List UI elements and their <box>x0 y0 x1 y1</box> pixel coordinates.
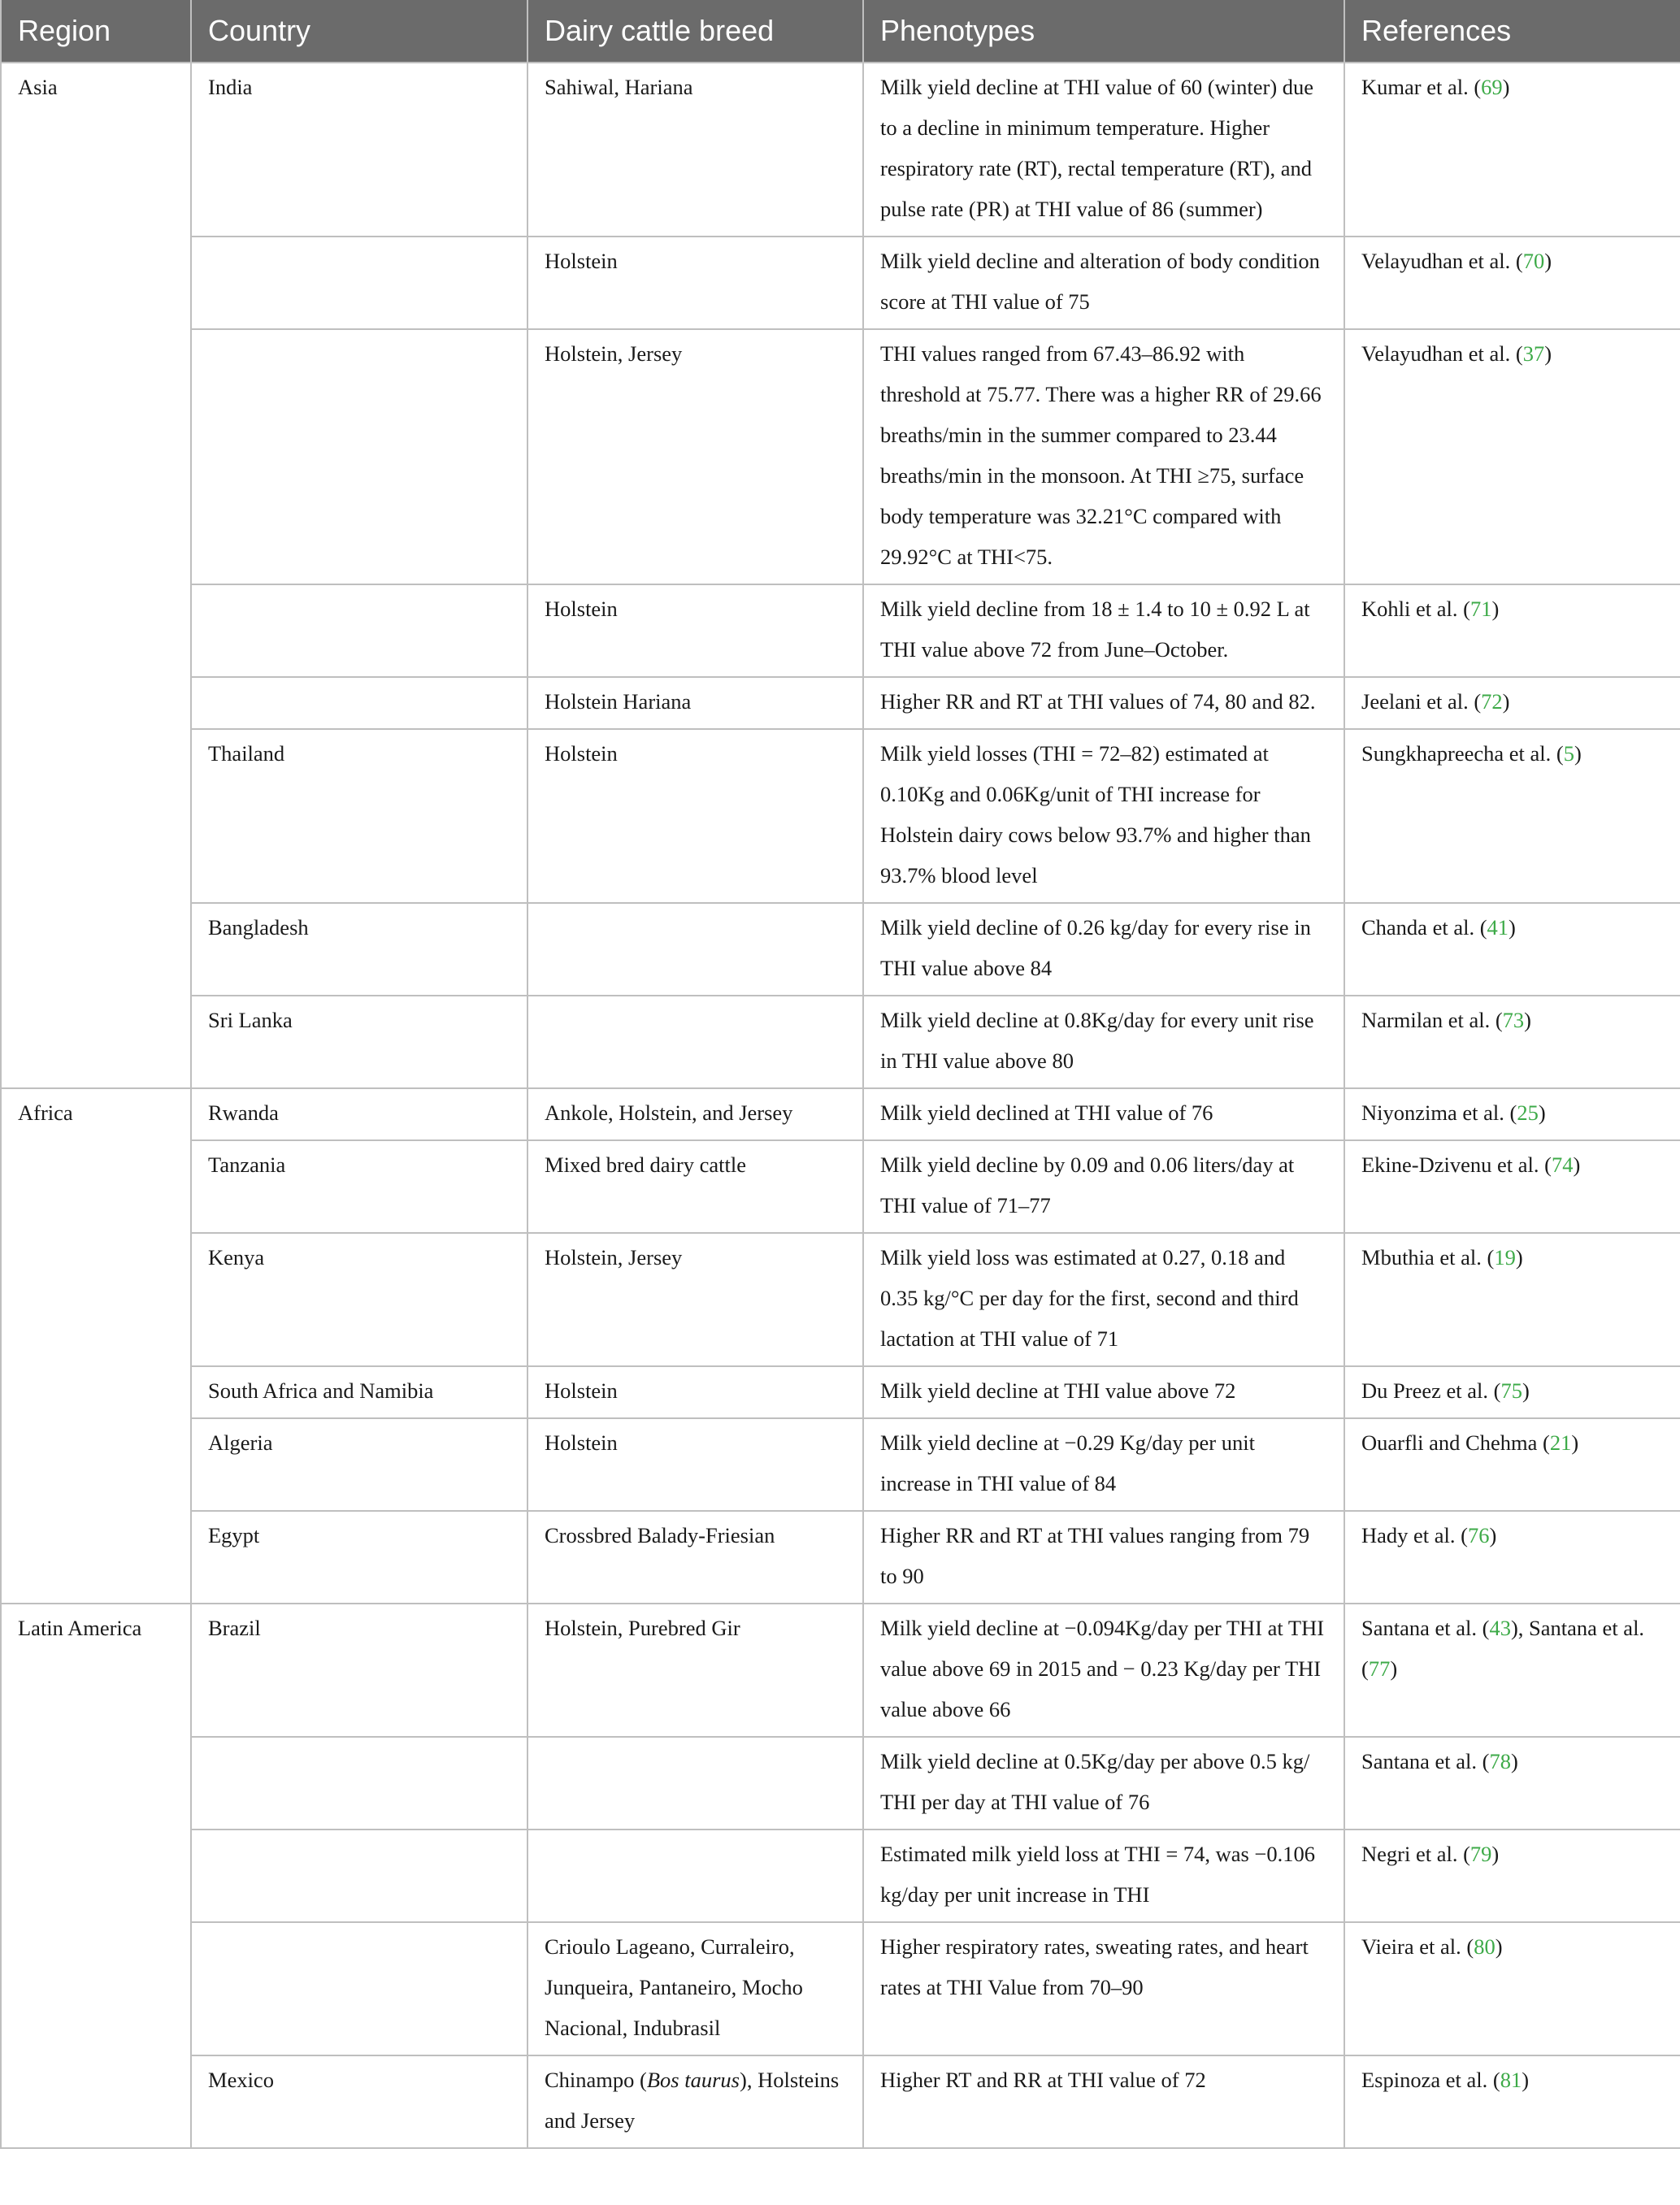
reference-authors: Velayudhan et al. ( <box>1361 341 1523 366</box>
country-cell: South Africa and Namibia <box>191 1366 527 1418</box>
reference-link[interactable]: 19 <box>1494 1245 1516 1270</box>
region-cell-africa: Africa <box>1 1088 191 1604</box>
reference-close: ) <box>1390 1656 1398 1681</box>
country-cell <box>191 237 527 329</box>
table-row <box>1 729 1680 903</box>
table-row <box>1 2055 1680 2148</box>
breed-cell: Sahiwal, Hariana <box>527 63 863 237</box>
reference-authors: Hady et al. ( <box>1361 1523 1468 1547</box>
phenotype-cell: Higher respiratory rates, sweating rates, and heart rates at THI Value from 70–90 <box>863 1922 1344 2055</box>
country-cell: Egypt <box>191 1511 527 1604</box>
reference-close: ) <box>1515 1245 1523 1270</box>
breed-cell: Holstein <box>527 1366 863 1418</box>
table-row <box>1 1233 1680 1366</box>
phenotype-cell: Milk yield decline at −0.29 Kg/day per unit increase in THI value of 84 <box>863 1418 1344 1511</box>
reference-close: ) <box>1573 1152 1581 1177</box>
reference-link[interactable]: 73 <box>1502 1008 1525 1032</box>
header-breed: Dairy cattle breed <box>527 0 863 63</box>
breed-cell: Holstein <box>527 237 863 329</box>
breed-cell <box>527 2055 863 2148</box>
phenotype-cell: Milk yield decline at THI value above 72 <box>863 1366 1344 1418</box>
phenotype-cell: Milk yield losses (THI = 72–82) estimated at 0.10Kg and 0.06Kg/unit of THI increase for Holstein dairy cows below 93.7% and higher than 93.7% blood level <box>863 729 1344 903</box>
reference-link[interactable]: 77 <box>1368 1656 1391 1681</box>
reference-authors: Sungkhapreecha et al. ( <box>1361 741 1564 766</box>
breed-cell <box>527 903 863 996</box>
table-row <box>1 1418 1680 1511</box>
breed-cell: Holstein Hariana <box>527 677 863 729</box>
reference-cell <box>1344 584 1680 677</box>
breed-cell: Holstein, Jersey <box>527 329 863 584</box>
reference-authors: Jeelani et al. ( <box>1361 689 1482 714</box>
breed-cell: Ankole, Holstein, and Jersey <box>527 1088 863 1140</box>
reference-cell <box>1344 1737 1680 1830</box>
reference-cell <box>1344 1140 1680 1233</box>
reference-link[interactable]: 43 <box>1489 1616 1511 1640</box>
reference-link[interactable]: 69 <box>1481 75 1503 99</box>
phenotype-cell: Milk yield decline of 0.26 kg/day for every rise in THI value above 84 <box>863 903 1344 996</box>
reference-cell <box>1344 1604 1680 1737</box>
header-references: References <box>1344 0 1680 63</box>
reference-link[interactable]: 5 <box>1563 741 1574 766</box>
reference-close: ) <box>1522 1378 1530 1403</box>
breed-cell: Holstein, Jersey <box>527 1233 863 1366</box>
country-cell <box>191 1922 527 2055</box>
table-row <box>1 1366 1680 1418</box>
reference-link[interactable]: 37 <box>1522 341 1545 366</box>
table-row <box>1 1140 1680 1233</box>
phenotype-cell: Higher RR and RT at THI values of 74, 80 and 82. <box>863 677 1344 729</box>
country-cell: India <box>191 63 527 237</box>
reference-cell <box>1344 1922 1680 2055</box>
reference-close: ) <box>1489 1523 1497 1547</box>
reference-authors: Mbuthia et al. ( <box>1361 1245 1495 1270</box>
breed-cell: Crossbred Balady-Friesian <box>527 1511 863 1604</box>
reference-authors: Ekine-Dzivenu et al. ( <box>1361 1152 1552 1177</box>
country-cell <box>191 1737 527 1830</box>
table-row <box>1 329 1680 584</box>
breed-text-2: ), Holsteins and Jersey <box>545 2068 840 2133</box>
reference-cell <box>1344 996 1680 1088</box>
breed-cell: Holstein <box>527 729 863 903</box>
region-cell-asia: Asia <box>1 63 191 1088</box>
reference-close: ) <box>1522 2068 1530 2092</box>
phenotype-cell: Milk yield decline at THI value of 60 (winter) due to a decline in minimum temperature. Higher respiratory rate (RT), rectal temperature (RT), and pulse rate (PR) at THI value of 86 (summer) <box>863 63 1344 237</box>
country-cell: Mexico <box>191 2055 527 2148</box>
breed-text: Chinampo ( <box>545 2068 647 2092</box>
reference-cell <box>1344 237 1680 329</box>
reference-authors: Narmilan et al. ( <box>1361 1008 1503 1032</box>
header-phenotypes: Phenotypes <box>863 0 1344 63</box>
breed-species-italic: Bos taurus <box>646 2068 740 2092</box>
phenotype-cell: Higher RT and RR at THI value of 72 <box>863 2055 1344 2148</box>
table-row <box>1 584 1680 677</box>
phenotype-cell: Milk yield decline at −0.094Kg/day per THI at THI value above 69 in 2015 and − 0.23 Kg/day per THI value above 66 <box>863 1604 1344 1737</box>
reference-cell <box>1344 1418 1680 1511</box>
reference-authors: Niyonzima et al. ( <box>1361 1100 1517 1125</box>
reference-authors: Kohli et al. ( <box>1361 597 1470 621</box>
table-row <box>1 237 1680 329</box>
reference-close: ) <box>1544 249 1552 273</box>
reference-link[interactable]: 81 <box>1500 2068 1522 2092</box>
table-row <box>1 1511 1680 1604</box>
country-cell: Brazil <box>191 1604 527 1737</box>
reference-close: ) <box>1538 1100 1546 1125</box>
table-row <box>1 1088 1680 1140</box>
phenotype-cell: Milk yield decline at 0.8Kg/day for every unit rise in THI value above 80 <box>863 996 1344 1088</box>
reference-authors: Vieira et al. ( <box>1361 1934 1474 1959</box>
reference-link[interactable]: 80 <box>1474 1934 1496 1959</box>
reference-authors: Velayudhan et al. ( <box>1361 249 1523 273</box>
reference-link[interactable]: 41 <box>1487 915 1509 940</box>
table-row <box>1 1604 1680 1737</box>
reference-link[interactable]: 25 <box>1517 1100 1539 1125</box>
country-cell: Algeria <box>191 1418 527 1511</box>
country-cell <box>191 584 527 677</box>
reference-close: ) <box>1544 341 1552 366</box>
reference-cell <box>1344 2055 1680 2148</box>
country-cell <box>191 1830 527 1922</box>
table-header-row <box>1 0 1680 63</box>
country-cell: Bangladesh <box>191 903 527 996</box>
reference-authors: Espinoza et al. ( <box>1361 2068 1500 2092</box>
breed-cell: Holstein <box>527 584 863 677</box>
reference-link[interactable]: 78 <box>1489 1749 1511 1773</box>
country-cell: Sri Lanka <box>191 996 527 1088</box>
table-row <box>1 677 1680 729</box>
reference-authors: Santana et al. ( <box>1361 1616 1490 1640</box>
reference-authors: Negri et al. ( <box>1361 1842 1470 1866</box>
breed-cell: Crioulo Lageano, Curraleiro, Junqueira, Pantaneiro, Mocho Nacional, Indubrasil <box>527 1922 863 2055</box>
reference-close: ) <box>1502 689 1510 714</box>
reference-authors: Kumar et al. ( <box>1361 75 1482 99</box>
reference-link[interactable]: 76 <box>1467 1523 1490 1547</box>
reference-authors-2: ), Santana et al. ( <box>1361 1616 1645 1681</box>
reference-authors: Du Preez et al. ( <box>1361 1378 1501 1403</box>
reference-cell <box>1344 1830 1680 1922</box>
reference-link[interactable]: 72 <box>1481 689 1503 714</box>
reference-close: ) <box>1491 597 1500 621</box>
table-row <box>1 903 1680 996</box>
phenotype-cell: Milk yield decline by 0.09 and 0.06 liters/day at THI value of 71–77 <box>863 1140 1344 1233</box>
table-row <box>1 63 1680 237</box>
reference-close: ) <box>1502 75 1510 99</box>
phenotype-cell: THI values ranged from 67.43–86.92 with threshold at 75.77. There was a higher RR of 29.66 breaths/min in the summer compared to 23.44 breaths/min in the monsoon. At THI ≥75, surface body temperature was 32.21°C compared with 29.92°C at THI<75. <box>863 329 1344 584</box>
reference-cell <box>1344 1511 1680 1604</box>
reference-link[interactable]: 70 <box>1522 249 1545 273</box>
reference-close: ) <box>1524 1008 1531 1032</box>
reference-cell <box>1344 63 1680 237</box>
reference-link[interactable]: 71 <box>1469 597 1492 621</box>
reference-link[interactable]: 79 <box>1469 1842 1492 1866</box>
reference-cell <box>1344 329 1680 584</box>
table-row <box>1 1737 1680 1830</box>
reference-cell <box>1344 1366 1680 1418</box>
reference-cell <box>1344 903 1680 996</box>
reference-link[interactable]: 21 <box>1549 1430 1572 1455</box>
reference-link[interactable]: 74 <box>1551 1152 1574 1177</box>
reference-close: ) <box>1571 1430 1579 1455</box>
country-cell: Tanzania <box>191 1140 527 1233</box>
header-region: Region <box>1 0 191 63</box>
phenotype-cell: Milk yield decline at 0.5Kg/day per above 0.5 kg/ THI per day at THI value of 76 <box>863 1737 1344 1830</box>
country-cell: Thailand <box>191 729 527 903</box>
reference-close: ) <box>1574 741 1582 766</box>
phenotype-cell: Milk yield loss was estimated at 0.27, 0.18 and 0.35 kg/°C per day for the first, second and third lactation at THI value of 71 <box>863 1233 1344 1366</box>
table-row <box>1 1922 1680 2055</box>
region-cell-latin-america: Latin America <box>1 1604 191 2148</box>
reference-close: ) <box>1491 1842 1500 1866</box>
country-cell: Kenya <box>191 1233 527 1366</box>
breed-cell <box>527 1737 863 1830</box>
reference-cell <box>1344 677 1680 729</box>
country-cell <box>191 677 527 729</box>
phenotype-cell: Estimated milk yield loss at THI = 74, was −0.106 kg/day per unit increase in THI <box>863 1830 1344 1922</box>
reference-link[interactable]: 75 <box>1500 1378 1522 1403</box>
reference-close: ) <box>1495 1934 1503 1959</box>
table-row <box>1 996 1680 1088</box>
breed-cell <box>527 996 863 1088</box>
breed-cell: Mixed bred dairy cattle <box>527 1140 863 1233</box>
header-country: Country <box>191 0 527 63</box>
breed-cell <box>527 1830 863 1922</box>
reference-cell <box>1344 1088 1680 1140</box>
reference-cell <box>1344 1233 1680 1366</box>
phenotype-cell: Milk yield decline from 18 ± 1.4 to 10 ± 0.92 L at THI value above 72 from June–October. <box>863 584 1344 677</box>
table-row <box>1 1830 1680 1922</box>
phenotype-cell: Milk yield declined at THI value of 76 <box>863 1088 1344 1140</box>
reference-authors: Santana et al. ( <box>1361 1749 1490 1773</box>
phenotype-cell: Higher RR and RT at THI values ranging from 79 to 90 <box>863 1511 1344 1604</box>
phenotype-cell: Milk yield decline and alteration of body condition score at THI value of 75 <box>863 237 1344 329</box>
reference-cell <box>1344 729 1680 903</box>
reference-authors: Chanda et al. ( <box>1361 915 1487 940</box>
reference-close: ) <box>1509 915 1516 940</box>
breed-cell: Holstein <box>527 1418 863 1511</box>
country-cell <box>191 329 527 584</box>
reference-authors: Ouarfli and Chehma ( <box>1361 1430 1550 1455</box>
reference-close: ) <box>1510 1749 1518 1773</box>
breed-cell: Holstein, Purebred Gir <box>527 1604 863 1737</box>
country-cell: Rwanda <box>191 1088 527 1140</box>
